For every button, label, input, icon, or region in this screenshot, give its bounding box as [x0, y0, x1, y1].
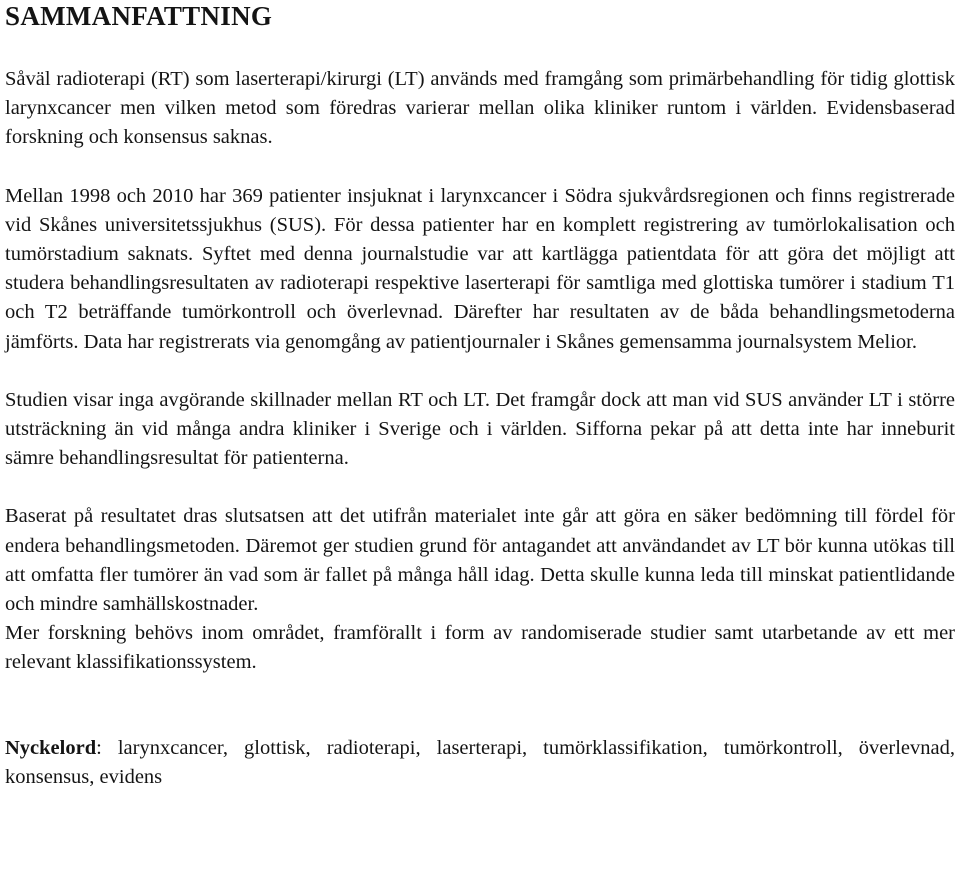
paragraph-future-research: Mer forskning behövs inom området, framförallt i form av randomiserade studier samt utarbetande av ett mer relevant klassifikationssystem.	[5, 622, 955, 674]
keywords-line	[5, 734, 955, 792]
paragraph-intro: Såväl radioterapi (RT) som laserterapi/kirurgi (LT) används med framgång som primärbehandling för tidig glottisk larynxcancer men vilken metod som föredras varierar mellan olika kliniker runtom i världen. Evidensbaserad forskning och konsensus saknas.	[5, 68, 955, 149]
keywords-separator: :	[96, 736, 118, 759]
paragraph-conclusion: Baserat på resultatet dras slutsatsen att det utifrån materialet inte går att göra en säker bedömning till fördel för endera behandlingsmetoden. Däremot ger studien grund för antagandet att användandet av LT bör kunna utökas till att omfatta fler tumörer än vad som är fallet på många håll idag. Detta skulle kunna leda till minskat patientlidande och mindre samhällskostnader.	[5, 505, 955, 616]
document-page	[5, 0, 955, 792]
paragraph-results: Studien visar inga avgörande skillnader mellan RT och LT. Det framgår dock att man vid SUS använder LT i större utsträckning än vid många andra kliniker i Sverige och i världen. Sifforna pekar på att detta inte har inneburit sämre behandlingsresultat för patienterna.	[5, 388, 955, 470]
paragraph-method: Mellan 1998 och 2010 har 369 patienter insjuknat i larynxcancer i Södra sjukvårdsregionen och finns registrerade vid Skånes universitetssjukhus (SUS). För dessa patienter har en komplett registrering av tumörlokalisation och tumörstadium saknats. Syftet med denna journalstudie var att kartlägga patientdata för att göra det möjligt att studera behandlingsresultaten av radioterapi respektive laserterapi för samtliga med glottiska tumörer i stadium T1 och T2 beträffande tumörkontroll och överlevnad. Därefter har resultaten av de båda behandlingsmetoderna jämförts. Data har registrerats via genomgång av patientjournaler i Skånes gemensamma journalsystem Melior.	[5, 184, 955, 353]
keywords-text: larynxcancer, glottisk, radioterapi, laserterapi, tumörklassifikation, tumörkontroll, överlevnad, konsensus, evidens	[5, 736, 955, 788]
keywords-label: Nyckelord	[5, 736, 97, 759]
page-title: SAMMANFATTNING	[5, 1, 273, 31]
